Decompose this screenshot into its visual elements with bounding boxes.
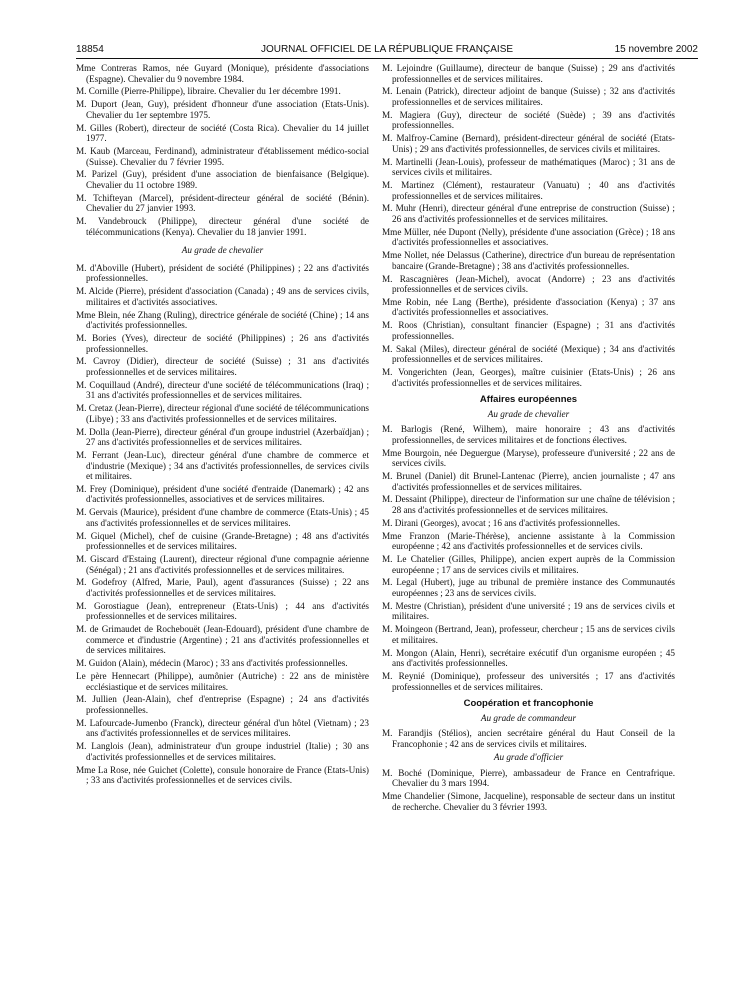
decoration-entry: M. Ferrant (Jean-Luc), directeur général d'une chambre de commerce et d'industrie (Mexique) ; 34 ans d'activités professionnelles, de services civils et militaires. [76,449,369,482]
right-column [382,63,675,815]
decoration-entry: M. Cretaz (Jean-Pierre), directeur régional d'une société de télécommunications (Libye) ; 33 ans d'activités professionnelles et de services militaires. [76,403,369,424]
decoration-entry: M. Le Chatelier (Gilles, Philippe), ancien expert auprès de la Commission européenne ; 17 ans de services civils et militaires. [382,554,675,575]
left-column [76,63,369,788]
right-entries-chevalier [382,63,675,388]
decoration-entry: M. Magiera (Guy), directeur de société (Suède) ; 39 ans d'activités professionnelles. [382,109,675,131]
decoration-entry: M. Gorostiague (Jean), entrepreneur (Etats-Unis) ; 44 ans d'activités professionnelles et de services militaires. [76,600,369,622]
subhead-chevalier: Au grade de chevalier [181,245,264,256]
decoration-entry: M. Muhr (Henri), directeur général d'une entreprise de construction (Suisse) ; 26 ans d'activités professionnelles et de services militaires. [382,203,675,224]
subhead-chevalier-europe: Au grade de chevalier [487,408,570,419]
decoration-entry: Le père Hennecart (Philippe), aumônier (Autriche) : 22 ans de ministère ecclésiastique et de services militaires. [76,671,369,692]
decoration-entry: M. Gervais (Maurice), président d'une chambre de commerce (Etats-Unis) ; 45 ans d'activités professionnelles et de services militaires. [76,507,369,528]
right-entries-officier [382,768,675,812]
decoration-entry: M. Roos (Christian), consultant financier (Espagne) ; 31 ans d'activités professionnelles. [382,320,675,341]
section-affaires-europeennes: Affaires européennes [479,394,578,406]
decoration-entry: M. Godefroy (Alfred, Marie, Paul), agent d'assurances (Suisse) ; 22 ans d'activités professionnelles et de services militaires. [76,577,369,598]
decoration-entry: M. Rascagnières (Jean-Michel), avocat (Andorre) ; 23 ans d'activités professionnelles et de services civils. [382,273,675,295]
right-entries-commandeur [382,728,675,749]
decoration-entry: M. Sakal (Miles), directeur général de société (Mexique) ; 34 ans d'activités professionnelles et de services militaires. [382,343,675,365]
decoration-entry: Mme Robin, née Lang (Berthe), présidente d'association (Kenya) ; 37 ans d'activités professionnelles et associatives. [382,296,675,318]
decoration-entry: M. Farandjis (Stélios), ancien secrétaire général du Haut Conseil de la Francophonie ; 42 ans de services civils et militaires. [382,728,675,749]
decoration-entry: M. Dolla (Jean-Pierre), directeur général d'un groupe industriel (Azerbaïdjan) ; 27 ans d'activités professionnelles et de services militaires. [76,426,369,448]
decoration-entry: M. Reynié (Dominique), professeur des universités ; 17 ans d'activités professionnelles et de services militaires. [382,671,675,692]
subhead-commandeur: Au grade de commandeur [480,712,577,723]
decoration-entry: M. Dessaint (Philippe), directeur de l'information sur une chaîne de télévision ; 28 ans d'activités professionnelles et de services militaires. [382,494,675,515]
right-entries-europe [382,424,675,692]
decoration-entry: M. Tchifteyan (Marcel), président-directeur général de société (Bénin). Chevalier du 27 janvier 1993. [76,192,369,214]
decoration-entry: M. Dirani (Georges), avocat ; 16 ans d'activités professionnelles. [382,517,620,528]
decoration-entry: M. Moingeon (Bertrand, Jean), professeur, chercheur ; 15 ans de services civils et militaires. [382,624,675,645]
decoration-entry: Mme La Rose, née Guichet (Colette), consule honoraire de France (Etats-Unis) ; 33 ans d'activités professionnelles et de services civils. [76,764,369,786]
decoration-entry: Mme Bourgoin, née Deguergue (Maryse), professeure d'université ; 22 ans de services civils. [382,447,675,469]
section-cooperation-francophonie: Coopération et francophonie [463,698,594,710]
decoration-entry: M. Vongerichten (Jean, Georges), maître cuisinier (Etats-Unis) ; 26 ans d'activités professionnelles et de services militaires. [382,367,675,388]
decoration-entry: M. Lenain (Patrick), directeur adjoint de banque (Suisse) ; 32 ans d'activités professionnelles et de services militaires. [382,86,675,107]
left-entries-chevalier [76,263,369,786]
decoration-entry: M. Brunel (Daniel) dit Brunel-Lantenac (Pierre), ancien journaliste ; 47 ans d'activités professionnelles et de services militaires. [382,471,675,492]
decoration-entry: M. Coquillaud (André), directeur d'une société de télécommunications (Iraq) ; 31 ans d'activités professionnelles et de services militaires. [76,379,369,401]
decoration-entry: Mme Contreras Ramos, née Guyard (Monique), présidente d'associations (Espagne). Chevalier du 9 novembre 1984. [76,63,369,84]
decoration-entry: Mme Müller, née Dupont (Nelly), présidente d'une association (Grèce) ; 18 ans d'activités professionnelles et associatives. [382,226,675,248]
decoration-entry: M. d'Aboville (Hubert), président de société (Philippines) ; 22 ans d'activités professionnelles. [76,262,369,284]
decoration-entry: M. Gilles (Robert), directeur de société (Costa Rica). Chevalier du 14 juillet 1977. [76,122,369,144]
decoration-entry: Mme Blein, née Zhang (Ruling), directrice générale de société (Chine) ; 14 ans d'activités professionnelles. [76,309,369,331]
decoration-entry: M. Parizel (Guy), président d'une association de bienfaisance (Belgique). Chevalier du 11 octobre 1989. [76,169,369,190]
journal-title: JOURNAL OFFICIEL DE LA RÉPUBLIQUE FRANÇAISE [260,44,514,55]
decoration-entry: M. Barlogis (René, Wilhem), maire honoraire ; 43 ans d'activités professionnelles, de services militaires et de fonctions électives. [382,424,675,445]
decoration-entry: M. Vandebrouck (Philippe), directeur général d'une société de télécommunications (Kenya). Chevalier du 18 janvier 1991. [76,216,369,237]
decoration-entry: M. Mongon (Alain, Henri), secrétaire exécutif d'un organisme européen ; 45 ans d'activités professionnelles. [382,647,675,669]
decoration-entry: M. Lejoindre (Guillaume), directeur de banque (Suisse) ; 29 ans d'activités professionnelles et de services militaires. [382,63,675,84]
subhead-officier: Au grade d'officier [493,752,564,763]
page-number: 18854 [76,44,104,55]
decoration-entry: M. Boché (Dominique, Pierre), ambassadeur de France en Centrafrique. Chevalier du 3 mars 1994. [382,767,675,789]
decoration-entry: M. Guidon (Alain), médecin (Maroc) ; 33 ans d'activités professionnelles. [76,658,348,669]
decoration-entry: M. Kaub (Marceau, Ferdinand), administrateur d'établissement médico-social (Suisse). Chevalier du 7 février 1995. [76,146,369,167]
page-header [76,44,698,58]
decoration-entry: Mme Franzon (Marie-Thérèse), ancienne assistante à la Commission européenne ; 42 ans d'activités professionnelles et de services civils. [382,530,675,552]
decoration-entry: M. Frey (Dominique), président d'une société d'entraide (Danemark) ; 42 ans d'activités professionnelles, associatives et de services militaires. [76,483,369,505]
decoration-entry: M. Alcide (Pierre), président d'association (Canada) ; 49 ans de services civils, militaires et d'activités associatives. [76,286,369,307]
decoration-entry: Mme Nollet, née Delassus (Catherine), directrice d'un bureau de représentation bancaire (Grande-Bretagne) ; 38 ans d'activités professionnelles. [382,250,675,271]
decoration-entry: M. Giquel (Michel), chef de cuisine (Grande-Bretagne) ; 48 ans d'activités professionnelles et de services militaires. [76,530,369,552]
decoration-entry: M. Jullien (Jean-Alain), chef d'entreprise (Espagne) ; 24 ans d'activités professionnelles. [76,694,369,715]
left-entries-former [76,63,369,237]
publication-date: 15 novembre 2002 [614,44,698,55]
decoration-entry: M. Malfroy-Camine (Bernard), président-directeur général de société (Etats-Unis) ; 29 ans d'activités professionnelles, de services civils et militaires. [382,133,675,154]
decoration-entry: M. Mestre (Christian), président d'une université ; 19 ans de services civils et militaires. [382,600,675,622]
decoration-entry: M. Duport (Jean, Guy), président d'honneur d'une association (Etats-Unis). Chevalier du 1er septembre 1975. [76,99,369,120]
header-rule [76,58,698,59]
decoration-entry: M. Cornille (Pierre-Philippe), libraire. Chevalier du 1er décembre 1991. [76,86,341,97]
decoration-entry: M. de Grimaudet de Rochebouët (Jean-Edouard), président d'une chambre de commerce et d'industrie (Argentine) ; 21 ans d'activités professionnelles et de services militaires. [76,624,369,656]
decoration-entry: M. Lafourcade-Jumenbo (Franck), directeur général d'un hôtel (Vietnam) ; 23 ans d'activités professionnelles et de services militaires. [76,717,369,739]
decoration-entry: M. Langlois (Jean), administrateur d'un groupe industriel (Italie) ; 30 ans d'activités professionnelles et de services militaires. [76,741,369,762]
decoration-entry: M. Legal (Hubert), juge au tribunal de première instance des Communautés européennes ; 23 ans de services civils. [382,577,675,598]
decoration-entry: M. Martinez (Clément), restaurateur (Vanuatu) ; 40 ans d'activités professionnelles et de services militaires. [382,179,675,201]
decoration-entry: Mme Chandelier (Simone, Jacqueline), responsable de secteur dans un institut de recherche. Chevalier du 3 février 1993. [382,791,675,812]
decoration-entry: M. Martinelli (Jean-Louis), professeur de mathématiques (Maroc) ; 31 ans de services civils et militaires. [382,156,675,178]
decoration-entry: M. Bories (Yves), directeur de société (Philippines) ; 26 ans d'activités professionnelles. [76,333,369,354]
decoration-entry: M. Giscard d'Estaing (Laurent), directeur régional d'une compagnie aérienne (Sénégal) ; 21 ans d'activités professionnelles et de services militaires. [76,554,369,575]
decoration-entry: M. Cavroy (Didier), directeur de société (Suisse) ; 31 ans d'activités professionnelles et de services militaires. [76,356,369,377]
